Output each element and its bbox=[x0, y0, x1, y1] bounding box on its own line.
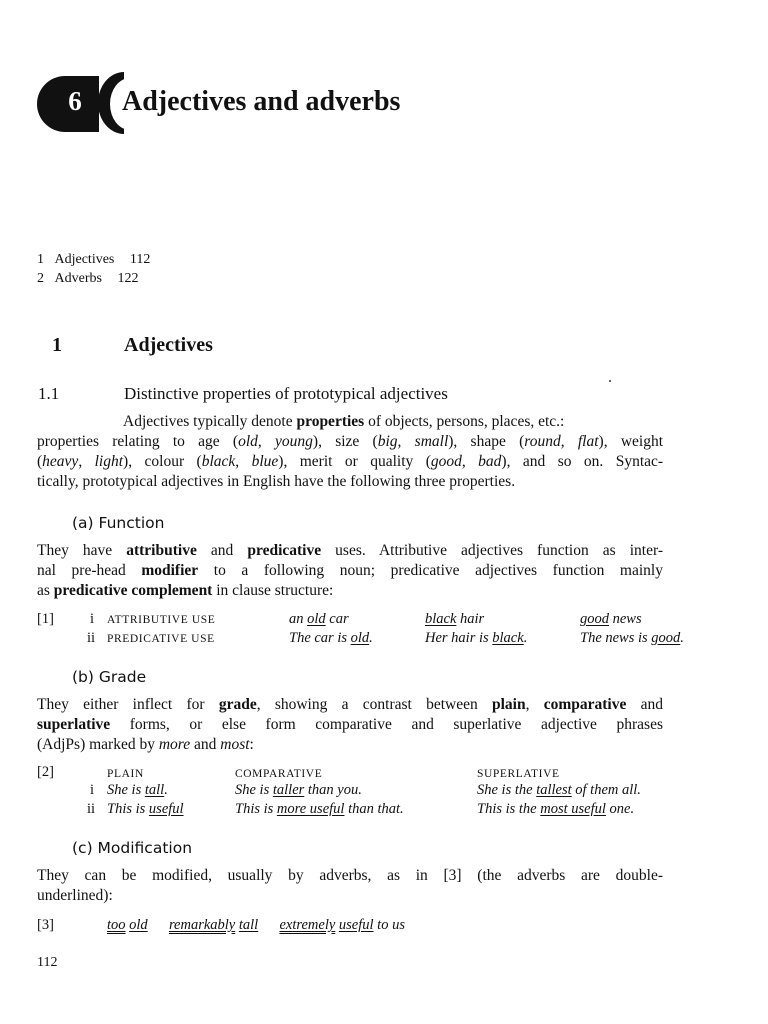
function-line-2: nal pre-head modifier to a following noun; predicative adjectives function mainly bbox=[37, 562, 663, 579]
grade-paragraph bbox=[37, 695, 663, 755]
example-3-label: [3] bbox=[37, 917, 54, 933]
stray-dot bbox=[609, 380, 611, 382]
example-1-label: [1] bbox=[37, 611, 54, 627]
subsection-number: 1.1 bbox=[38, 384, 60, 403]
example-2-header: SUPERLATIVE bbox=[477, 768, 560, 780]
example-2-cell: She is taller than you. bbox=[235, 782, 362, 798]
intro-line-1: Adjectives typically denote properties of objects, persons, places, etc.: bbox=[123, 413, 565, 430]
function-paragraph bbox=[37, 541, 663, 601]
example-2-cell: This is useful bbox=[107, 801, 184, 817]
intro-line-3: (heavy, light), colour (black, blue), merit or quality (good, bad), and so on. Syntac- bbox=[37, 453, 664, 470]
toc-label: Adverbs bbox=[54, 271, 102, 286]
example-1-cell: Her hair is black. bbox=[425, 630, 528, 646]
intro-line-2: properties relating to age (old, young), size (big, small), shape (round, flat), weight bbox=[37, 433, 664, 450]
example-1-cell: The news is good. bbox=[580, 630, 684, 646]
function-heading: (a) Function bbox=[72, 514, 165, 532]
grade-line-1: They either inflect for grade, showing a contrast between plain, comparative and bbox=[37, 696, 663, 713]
example-1-cell: an old car bbox=[289, 611, 349, 627]
example-1-use-i: ATTRIBUTIVE USE bbox=[107, 614, 216, 626]
chapter-title: Adjectives and adverbs bbox=[122, 86, 401, 117]
modification-line-1: They can be modified, usually by adverbs, as in [3] (the adverbs are double- bbox=[37, 867, 663, 884]
example-1-cell: black hair bbox=[425, 611, 485, 627]
example-1-cell: The car is old. bbox=[289, 630, 373, 646]
grade-line-2: superlative forms, or else form comparative and superlative adjective phrases bbox=[37, 716, 663, 733]
modification-heading: (c) Modification bbox=[72, 839, 193, 857]
toc-page: 122 bbox=[117, 271, 139, 286]
example-3-text: too old remarkably tall extremely useful to us bbox=[107, 917, 405, 933]
subsection-title: Distinctive properties of prototypical adjectives bbox=[124, 384, 448, 403]
toc-number: 2 bbox=[37, 271, 44, 286]
modification-paragraph bbox=[37, 866, 663, 906]
intro-line-4: tically, prototypical adjectives in English have the following three properties. bbox=[37, 473, 516, 490]
section-title: Adjectives bbox=[124, 334, 213, 356]
example-2-roman-ii: ii bbox=[87, 801, 96, 817]
example-2-cell: She is tall. bbox=[107, 782, 168, 798]
example-2-cell: She is the tallest of them all. bbox=[477, 782, 641, 798]
toc-number: 1 bbox=[37, 252, 44, 267]
page-number: 112 bbox=[37, 955, 58, 970]
toc-page: 112 bbox=[129, 252, 151, 267]
function-line-1: They have attributive and predicative uses. Attributive adjectives function as inter- bbox=[37, 542, 663, 559]
example-1-roman-ii: ii bbox=[87, 630, 96, 646]
example-2-cell: This is more useful than that. bbox=[235, 801, 404, 817]
example-2-header: PLAIN bbox=[107, 768, 144, 780]
example-1-cell: good news bbox=[580, 611, 642, 627]
intro-paragraph bbox=[37, 412, 663, 492]
example-2-roman-i: i bbox=[90, 782, 95, 798]
example-2-cell: This is the most useful one. bbox=[477, 801, 635, 817]
example-2-header: COMPARATIVE bbox=[235, 768, 323, 780]
chapter-number: 6 bbox=[68, 86, 82, 116]
modification-line-2: underlined): bbox=[37, 887, 113, 904]
function-line-3: as predicative complement in clause structure: bbox=[37, 582, 334, 599]
grade-heading: (b) Grade bbox=[72, 668, 147, 686]
grade-line-3: (AdjPs) marked by more and most: bbox=[37, 736, 254, 753]
example-1-use-ii: PREDICATIVE USE bbox=[107, 633, 215, 645]
toc-item-adverbs[interactable] bbox=[37, 271, 138, 287]
toc-label: Adjectives bbox=[54, 252, 115, 267]
example-1-roman-i: i bbox=[90, 611, 95, 627]
section-number: 1 bbox=[52, 334, 62, 356]
toc-item-adjectives[interactable] bbox=[37, 252, 150, 268]
example-2-label: [2] bbox=[37, 764, 54, 780]
